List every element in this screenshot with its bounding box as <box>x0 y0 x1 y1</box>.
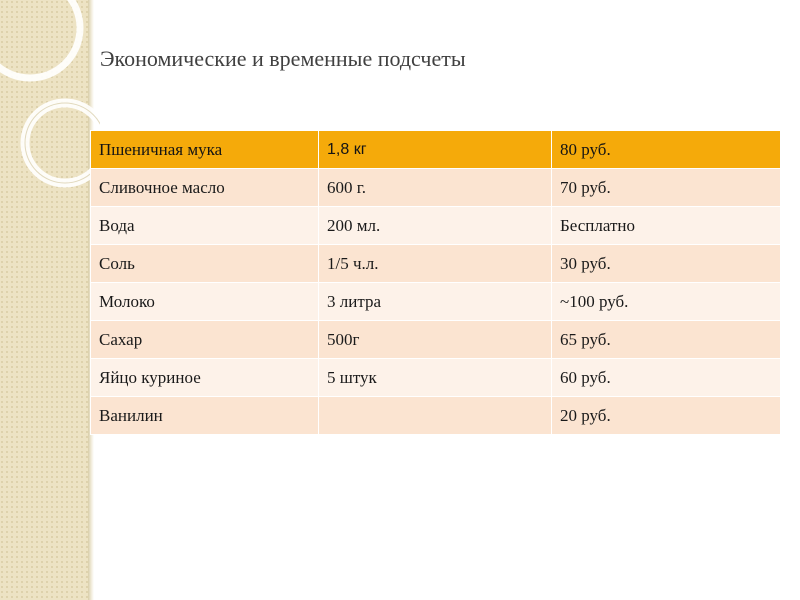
table-row <box>91 359 781 397</box>
page-title: Экономические и временные подсчеты <box>100 46 466 71</box>
table-row <box>91 207 781 245</box>
quantity-cell: 200 мл. <box>319 207 552 245</box>
price-cell: 60 руб. <box>552 359 781 397</box>
quantity-cell: 3 литра <box>319 283 552 321</box>
item-name-cell: Пшеничная мука <box>91 131 319 169</box>
quantity-cell: 500г <box>319 321 552 359</box>
price-cell: 70 руб. <box>552 169 781 207</box>
quantity-cell: 1,8 кг <box>319 131 552 169</box>
quantity-cell: 1/5 ч.л. <box>319 245 552 283</box>
quantity-cell: 5 штук <box>319 359 552 397</box>
item-name-cell: Ванилин <box>91 397 319 435</box>
table-row <box>91 169 781 207</box>
quantity-cell: 600 г. <box>319 169 552 207</box>
table-row <box>91 283 781 321</box>
decorative-rings <box>0 0 100 200</box>
price-cell: ~100 руб. <box>552 283 781 321</box>
item-name-cell: Сливочное масло <box>91 169 319 207</box>
table-row <box>91 245 781 283</box>
price-cell: Бесплатно <box>552 207 781 245</box>
quantity-cell <box>319 397 552 435</box>
item-name-cell: Молоко <box>91 283 319 321</box>
item-name-cell: Сахар <box>91 321 319 359</box>
table-row <box>91 321 781 359</box>
price-cell: 80 руб. <box>552 131 781 169</box>
price-cell: 30 руб. <box>552 245 781 283</box>
price-cell: 65 руб. <box>552 321 781 359</box>
item-name-cell: Яйцо куриное <box>91 359 319 397</box>
cost-table <box>90 130 781 435</box>
table-row <box>91 131 781 169</box>
price-cell: 20 руб. <box>552 397 781 435</box>
item-name-cell: Соль <box>91 245 319 283</box>
table-row <box>91 397 781 435</box>
item-name-cell: Вода <box>91 207 319 245</box>
cost-table-wrapper <box>90 130 780 435</box>
